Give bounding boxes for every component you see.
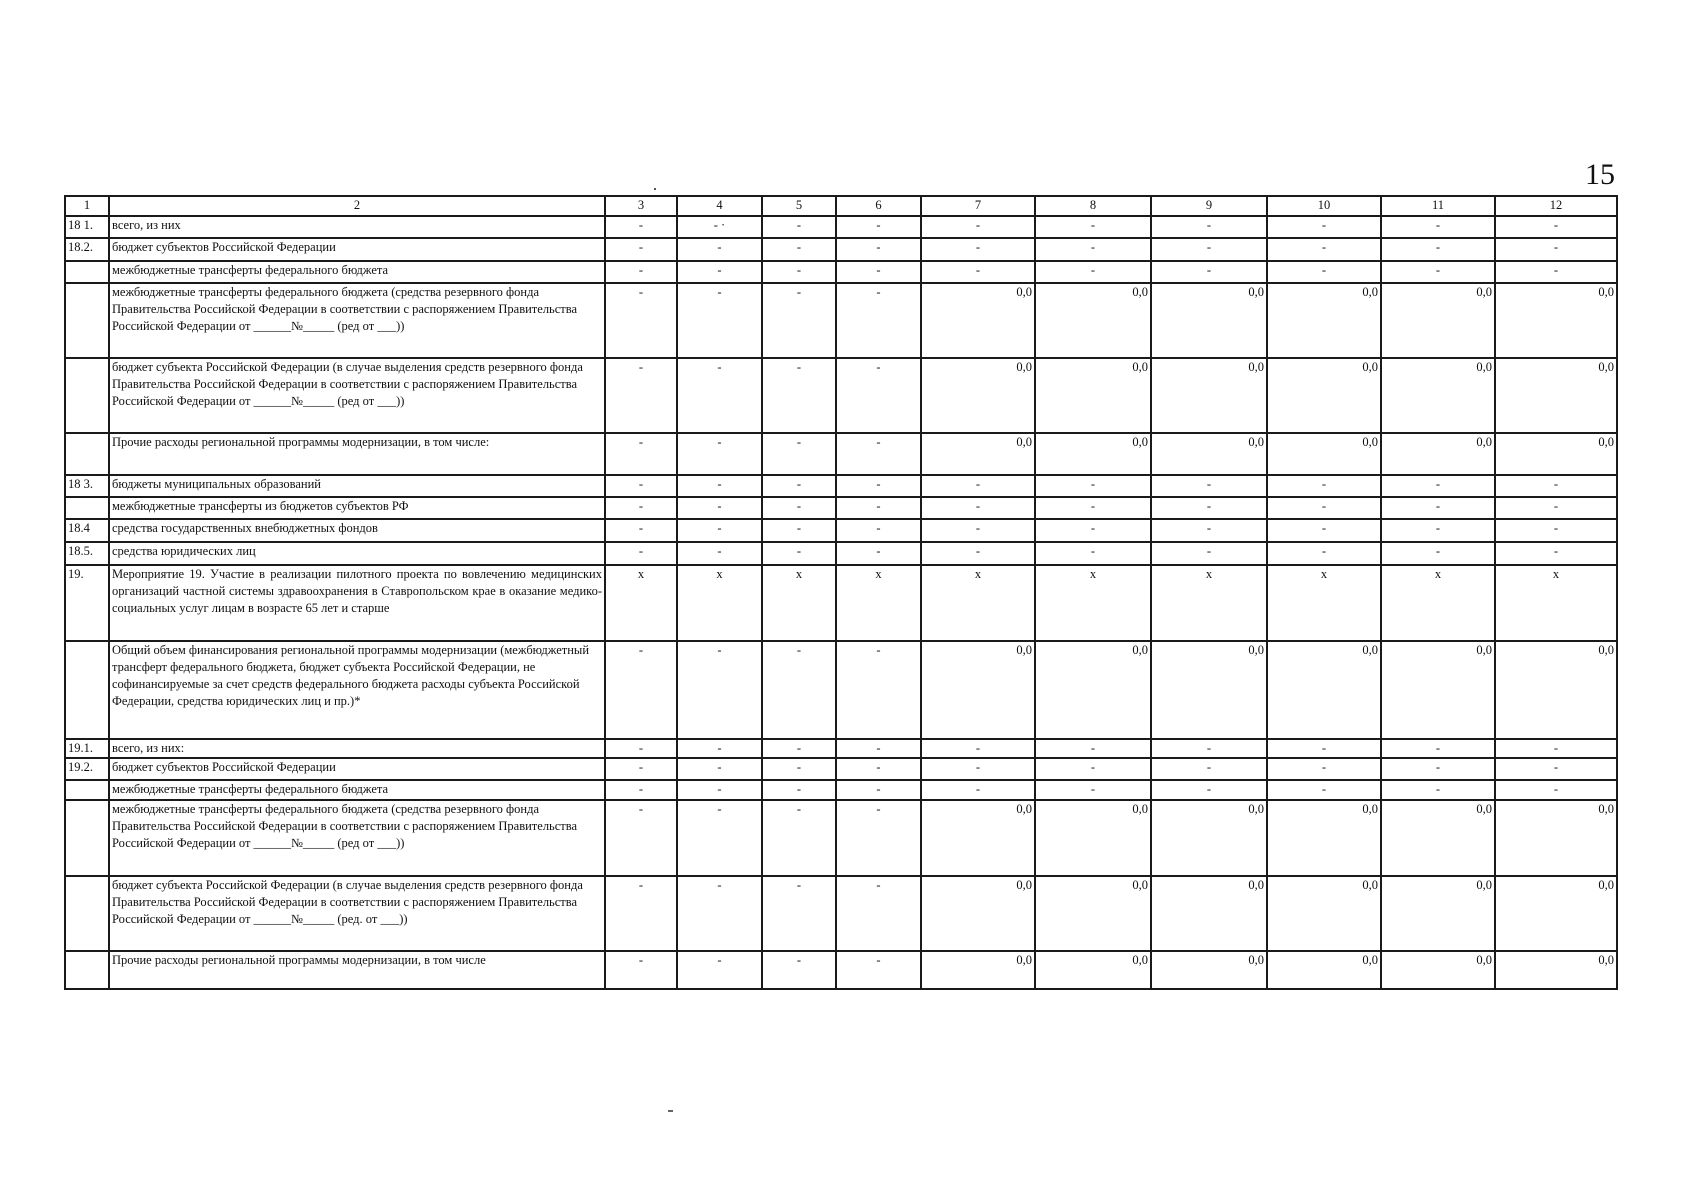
value-cell: - <box>836 800 921 876</box>
row-description: бюджет субъектов Российской Федерации <box>109 758 605 780</box>
column-header: 4 <box>677 196 762 216</box>
value-cell: - <box>1381 475 1495 497</box>
table-row <box>65 283 1617 358</box>
row-number <box>65 358 109 433</box>
table-row <box>65 542 1617 565</box>
value-cell: - <box>836 238 921 261</box>
value-cell: - <box>677 433 762 475</box>
value-cell: - <box>1267 519 1381 542</box>
value-cell: 0,0 <box>1035 283 1151 358</box>
value-cell: x <box>1151 565 1267 641</box>
table-row <box>65 876 1617 951</box>
value-cell: - <box>1267 780 1381 800</box>
row-description: Мероприятие 19. Участие в реализации пилотного проекта по вовлечению медицинских организаций частной системы здравоохранения в Ставропольском крае в оказание медико-социальных услуг лицам в возрасте 65 лет и старше <box>109 565 605 641</box>
value-cell: - <box>1151 475 1267 497</box>
value-cell: - <box>1495 739 1617 758</box>
value-cell: - <box>605 261 677 283</box>
value-cell: - <box>1267 497 1381 519</box>
row-description: средства государственных внебюджетных фондов <box>109 519 605 542</box>
value-cell: - <box>677 800 762 876</box>
value-cell: - <box>605 800 677 876</box>
value-cell: - <box>1495 261 1617 283</box>
scan-speck <box>668 1110 673 1112</box>
value-cell: - <box>1151 758 1267 780</box>
value-cell: - <box>1151 519 1267 542</box>
value-cell: - <box>677 497 762 519</box>
value-cell: - <box>921 780 1035 800</box>
value-cell: - <box>762 780 836 800</box>
value-cell: - <box>836 283 921 358</box>
value-cell: - <box>836 358 921 433</box>
row-number: 19. <box>65 565 109 641</box>
value-cell: - <box>1035 542 1151 565</box>
value-cell: - <box>836 216 921 238</box>
value-cell: - <box>677 261 762 283</box>
value-cell: 0,0 <box>1381 433 1495 475</box>
value-cell: - <box>605 951 677 989</box>
value-cell: - <box>1495 519 1617 542</box>
row-description: всего, из них <box>109 216 605 238</box>
value-cell: - <box>762 261 836 283</box>
value-cell: - <box>605 475 677 497</box>
row-number <box>65 780 109 800</box>
value-cell: - <box>1151 216 1267 238</box>
row-number <box>65 497 109 519</box>
value-cell: - <box>1151 739 1267 758</box>
row-description: межбюджетные трансферты из бюджетов субъектов РФ <box>109 497 605 519</box>
value-cell: - <box>1381 238 1495 261</box>
row-description: межбюджетные трансферты федерального бюджета (средства резервного фонда Правительства Российской Федерации в соответствии с распоряжением Правительства Российской Федерации от ______№_____ (ред от ___)) <box>109 283 605 358</box>
column-header: 6 <box>836 196 921 216</box>
value-cell: 0,0 <box>1381 876 1495 951</box>
value-cell: 0,0 <box>1151 641 1267 739</box>
value-cell: 0,0 <box>1381 951 1495 989</box>
page-number: 15 <box>1585 158 1615 191</box>
row-description: межбюджетные трансферты федерального бюджета (средства резервного фонда Правительства Российской Федерации в соответствии с распоряжением Правительства Российской Федерации от ______№_____ (ред от ___)) <box>109 800 605 876</box>
table-row <box>65 780 1617 800</box>
value-cell: - <box>1035 216 1151 238</box>
value-cell: - <box>677 876 762 951</box>
value-cell: - <box>836 542 921 565</box>
value-cell: - <box>1381 216 1495 238</box>
value-cell: - <box>1035 238 1151 261</box>
value-cell: - <box>836 519 921 542</box>
value-cell: - <box>1495 238 1617 261</box>
row-number: 18 1. <box>65 216 109 238</box>
row-description: межбюджетные трансферты федерального бюджета <box>109 261 605 283</box>
table-row <box>65 519 1617 542</box>
value-cell: - <box>762 739 836 758</box>
value-cell: 0,0 <box>921 800 1035 876</box>
value-cell: - <box>1495 216 1617 238</box>
value-cell: 0,0 <box>1035 641 1151 739</box>
table-row <box>65 641 1617 739</box>
value-cell: - <box>1381 497 1495 519</box>
row-description: средства юридических лиц <box>109 542 605 565</box>
value-cell: - <box>762 951 836 989</box>
value-cell: - <box>921 497 1035 519</box>
row-description: бюджет субъекта Российской Федерации (в случае выделения средств резервного фонда Правительства Российской Федерации в соответствии с распоряжением Правительства Российской Федерации от ______№_____ (ред. от ___)) <box>109 876 605 951</box>
column-header: 12 <box>1495 196 1617 216</box>
value-cell: - <box>1035 497 1151 519</box>
value-cell: - <box>1381 780 1495 800</box>
value-cell: 0,0 <box>1035 951 1151 989</box>
value-cell: - <box>1035 758 1151 780</box>
column-header: 9 <box>1151 196 1267 216</box>
column-header: 8 <box>1035 196 1151 216</box>
row-number <box>65 951 109 989</box>
value-cell: - <box>762 758 836 780</box>
row-description: всего, из них: <box>109 739 605 758</box>
value-cell: - <box>1381 739 1495 758</box>
value-cell: - <box>1151 238 1267 261</box>
value-cell: - <box>921 758 1035 780</box>
value-cell: - <box>677 542 762 565</box>
value-cell: - <box>1381 758 1495 780</box>
row-number: 19.2. <box>65 758 109 780</box>
value-cell: - <box>1035 780 1151 800</box>
value-cell: 0,0 <box>1495 358 1617 433</box>
value-cell: - <box>677 951 762 989</box>
value-cell: - <box>1035 739 1151 758</box>
value-cell: - <box>677 475 762 497</box>
value-cell: 0,0 <box>1495 800 1617 876</box>
value-cell: - <box>762 358 836 433</box>
value-cell: - <box>1151 542 1267 565</box>
row-number <box>65 261 109 283</box>
row-number: 18.2. <box>65 238 109 261</box>
value-cell: - <box>1035 475 1151 497</box>
value-cell: - <box>1151 261 1267 283</box>
value-cell: 0,0 <box>1381 283 1495 358</box>
table-row <box>65 358 1617 433</box>
column-number-row <box>65 196 1617 216</box>
value-cell: - <box>605 780 677 800</box>
value-cell: - <box>762 283 836 358</box>
value-cell: - <box>762 497 836 519</box>
value-cell: 0,0 <box>1495 876 1617 951</box>
value-cell: 0,0 <box>1381 800 1495 876</box>
value-cell: 0,0 <box>1035 358 1151 433</box>
row-description: бюджет субъекта Российской Федерации (в случае выделения средств резервного фонда Правительства Российской Федерации в соответствии с распоряжением Правительства Российской Федерации от ______№_____ (ред от ___)) <box>109 358 605 433</box>
value-cell: - <box>677 758 762 780</box>
value-cell: - <box>1267 739 1381 758</box>
value-cell: - <box>1267 261 1381 283</box>
value-cell: - <box>1381 519 1495 542</box>
value-cell: - <box>836 433 921 475</box>
value-cell: - <box>605 216 677 238</box>
value-cell: - <box>762 519 836 542</box>
value-cell: x <box>1035 565 1151 641</box>
value-cell: - <box>1035 519 1151 542</box>
value-cell: - <box>1495 780 1617 800</box>
value-cell: - <box>605 876 677 951</box>
row-number <box>65 641 109 739</box>
table-row <box>65 238 1617 261</box>
table-row <box>65 800 1617 876</box>
table-row <box>65 433 1617 475</box>
value-cell: - · <box>677 216 762 238</box>
value-cell: - <box>836 475 921 497</box>
value-cell: - <box>1495 497 1617 519</box>
value-cell: 0,0 <box>921 283 1035 358</box>
value-cell: x <box>605 565 677 641</box>
value-cell: 0,0 <box>1151 433 1267 475</box>
row-description: Прочие расходы региональной программы модернизации, в том числе <box>109 951 605 989</box>
value-cell: 0,0 <box>921 641 1035 739</box>
value-cell: 0,0 <box>1267 433 1381 475</box>
value-cell: x <box>1381 565 1495 641</box>
table-row <box>65 951 1617 989</box>
row-description: Общий объем финансирования региональной программы модернизации (межбюджетный трансферт федерального бюджета, бюджет субъекта Российской Федерации, не софинансируемые за счет средств федерального бюджета расходы субъекта Российской Федерации, средства юридических лиц и пр.)* <box>109 641 605 739</box>
value-cell: - <box>1381 542 1495 565</box>
value-cell: - <box>921 216 1035 238</box>
table-row <box>65 261 1617 283</box>
value-cell: - <box>836 261 921 283</box>
value-cell: - <box>1267 238 1381 261</box>
value-cell: 0,0 <box>1267 951 1381 989</box>
value-cell: - <box>762 542 836 565</box>
column-header: 11 <box>1381 196 1495 216</box>
value-cell: - <box>1381 261 1495 283</box>
row-number: 18.4 <box>65 519 109 542</box>
row-number <box>65 876 109 951</box>
value-cell: - <box>762 876 836 951</box>
value-cell: - <box>677 358 762 433</box>
value-cell: - <box>1035 261 1151 283</box>
value-cell: x <box>677 565 762 641</box>
value-cell: 0,0 <box>1495 283 1617 358</box>
value-cell: 0,0 <box>921 876 1035 951</box>
value-cell: - <box>605 433 677 475</box>
value-cell: - <box>921 475 1035 497</box>
value-cell: - <box>677 238 762 261</box>
table-row <box>65 475 1617 497</box>
row-number: 18 3. <box>65 475 109 497</box>
value-cell: - <box>921 519 1035 542</box>
value-cell: - <box>836 739 921 758</box>
row-number: 19.1. <box>65 739 109 758</box>
value-cell: x <box>921 565 1035 641</box>
value-cell: 0,0 <box>1495 641 1617 739</box>
value-cell: - <box>836 951 921 989</box>
value-cell: - <box>605 283 677 358</box>
value-cell: - <box>836 758 921 780</box>
row-number <box>65 433 109 475</box>
value-cell: 0,0 <box>1151 876 1267 951</box>
value-cell: - <box>921 261 1035 283</box>
value-cell: 0,0 <box>921 433 1035 475</box>
value-cell: - <box>605 641 677 739</box>
value-cell: - <box>1495 542 1617 565</box>
value-cell: - <box>921 238 1035 261</box>
value-cell: - <box>921 542 1035 565</box>
value-cell: 0,0 <box>1267 641 1381 739</box>
value-cell: 0,0 <box>1267 800 1381 876</box>
value-cell: - <box>1151 780 1267 800</box>
value-cell: - <box>1267 475 1381 497</box>
value-cell: - <box>677 780 762 800</box>
value-cell: - <box>605 739 677 758</box>
row-number <box>65 800 109 876</box>
value-cell: x <box>1267 565 1381 641</box>
value-cell: - <box>836 641 921 739</box>
value-cell: - <box>836 497 921 519</box>
value-cell: 0,0 <box>1381 641 1495 739</box>
table-row <box>65 497 1617 519</box>
value-cell: 0,0 <box>1035 876 1151 951</box>
column-header: 7 <box>921 196 1035 216</box>
value-cell: - <box>921 739 1035 758</box>
table-row <box>65 565 1617 641</box>
column-header: 1 <box>65 196 109 216</box>
value-cell: 0,0 <box>1151 951 1267 989</box>
value-cell: - <box>605 519 677 542</box>
value-cell: - <box>677 739 762 758</box>
value-cell: 0,0 <box>1267 876 1381 951</box>
value-cell: x <box>762 565 836 641</box>
value-cell: x <box>836 565 921 641</box>
value-cell: - <box>1151 497 1267 519</box>
value-cell: - <box>1495 758 1617 780</box>
value-cell: 0,0 <box>1035 433 1151 475</box>
scan-speck <box>654 188 656 190</box>
value-cell: - <box>762 238 836 261</box>
value-cell: - <box>762 641 836 739</box>
value-cell: 0,0 <box>1495 433 1617 475</box>
value-cell: 0,0 <box>1035 800 1151 876</box>
table-row <box>65 758 1617 780</box>
row-number: 18.5. <box>65 542 109 565</box>
value-cell: - <box>677 641 762 739</box>
column-header: 5 <box>762 196 836 216</box>
value-cell: - <box>836 876 921 951</box>
value-cell: 0,0 <box>921 358 1035 433</box>
value-cell: 0,0 <box>1495 951 1617 989</box>
value-cell: - <box>605 542 677 565</box>
column-header: 10 <box>1267 196 1381 216</box>
table-row <box>65 739 1617 758</box>
value-cell: 0,0 <box>1151 358 1267 433</box>
value-cell: 0,0 <box>921 951 1035 989</box>
row-description: бюджеты муниципальных образований <box>109 475 605 497</box>
value-cell: - <box>605 758 677 780</box>
value-cell: - <box>836 780 921 800</box>
value-cell: - <box>605 497 677 519</box>
value-cell: 0,0 <box>1267 358 1381 433</box>
column-header: 3 <box>605 196 677 216</box>
value-cell: - <box>762 475 836 497</box>
row-description: бюджет субъектов Российской Федерации <box>109 238 605 261</box>
value-cell: - <box>605 358 677 433</box>
value-cell: - <box>762 216 836 238</box>
financing-table <box>64 195 1618 990</box>
value-cell: - <box>1495 475 1617 497</box>
value-cell: 0,0 <box>1267 283 1381 358</box>
row-number <box>65 283 109 358</box>
value-cell: x <box>1495 565 1617 641</box>
value-cell: - <box>677 519 762 542</box>
value-cell: 0,0 <box>1151 283 1267 358</box>
value-cell: - <box>762 800 836 876</box>
value-cell: - <box>1267 542 1381 565</box>
value-cell: - <box>1267 216 1381 238</box>
value-cell: - <box>762 433 836 475</box>
value-cell: 0,0 <box>1381 358 1495 433</box>
value-cell: 0,0 <box>1151 800 1267 876</box>
column-header: 2 <box>109 196 605 216</box>
value-cell: - <box>677 283 762 358</box>
table-row <box>65 216 1617 238</box>
row-description: межбюджетные трансферты федерального бюджета <box>109 780 605 800</box>
value-cell: - <box>1267 758 1381 780</box>
value-cell: - <box>605 238 677 261</box>
row-description: Прочие расходы региональной программы модернизации, в том числе: <box>109 433 605 475</box>
